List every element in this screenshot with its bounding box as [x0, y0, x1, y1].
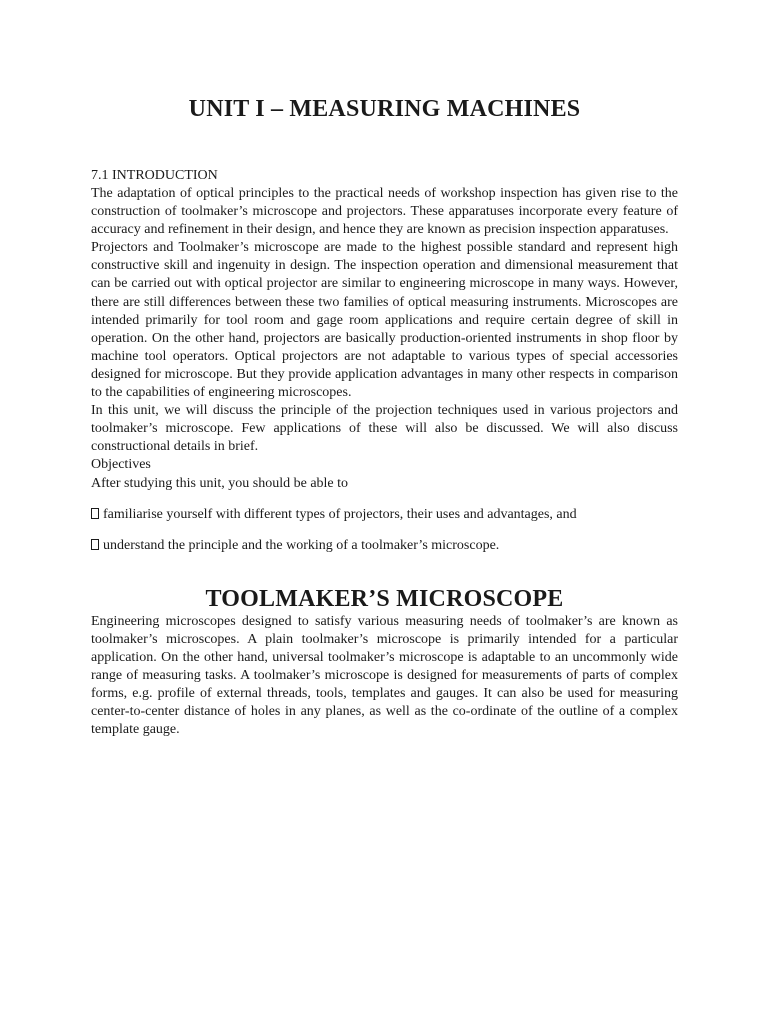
paragraph-intro-1: The adaptation of optical principles to the practical needs of workshop inspection has given rise to the construction of toolmaker’s microscope and projectors. These apparatuses incorporate every feature of accuracy and refinement in their design, and hence they are known as precision inspection apparatuses.: [91, 186, 678, 238]
missing-glyph-bullet-icon: [91, 539, 99, 550]
paragraph-intro-2: Projectors and Toolmaker’s microscope are made to the highest possible standard and represent high constructive skill and ingenuity in design. The inspection operation and dimensional measurement that can be carried out with optical projector are similar to engineering microscope in many ways. However, there are still differences between these two families of optical measuring instruments. Microscopes are intended primarily for tool room and gage room applications and require certain degree of skill in operation. On the other hand, projectors are basically production-oriented instruments in shop floor by machine tool operators. Optical projectors are not adaptable to various types of special accessories designed for microscope. But they provide application advantages in many other respects in comparison to the capabilities of engineering microscopes.: [91, 240, 678, 401]
objective-text: understand the principle and the working of a toolmaker’s microscope.: [103, 537, 500, 553]
paragraph-toolmaker: Engineering microscopes designed to satisfy various measuring needs of toolmaker’s are known as toolmaker’s microscopes. A plain toolmaker’s microscope is primarily intended for a particular application. On the other hand, universal toolmaker’s microscope is adaptable to an uncommonly wide range of measuring tasks. A toolmaker’s microscope is designed for measurements of parts of complex forms, e.g. profile of external threads, tools, templates and gauges. It can also be used for measuring center-to-center distance of holes in any planes, as well as the co-ordinate of the outline of a complex template gauge.: [91, 613, 678, 738]
paragraph-intro-3: In this unit, we will discuss the principle of the projection techniques used in various projectors and toolmaker’s microscope. Few applications of these will also be discussed. We will also discuss constructional details in brief.: [91, 403, 678, 455]
objective-text: familiarise yourself with different types of projectors, their uses and advantages, and: [103, 506, 577, 522]
section-heading: TOOLMAKER’S MICROSCOPE: [205, 585, 564, 612]
objectives-label: Objectives: [91, 457, 151, 473]
objectives-intro: After studying this unit, you should be able to: [91, 475, 349, 491]
missing-glyph-bullet-icon: [91, 508, 99, 519]
page-title: UNIT I – MEASURING MACHINES: [188, 96, 581, 122]
objective-item: [91, 506, 678, 524]
section-label: 7.1 INTRODUCTION: [91, 168, 218, 183]
objective-item: [91, 537, 678, 555]
